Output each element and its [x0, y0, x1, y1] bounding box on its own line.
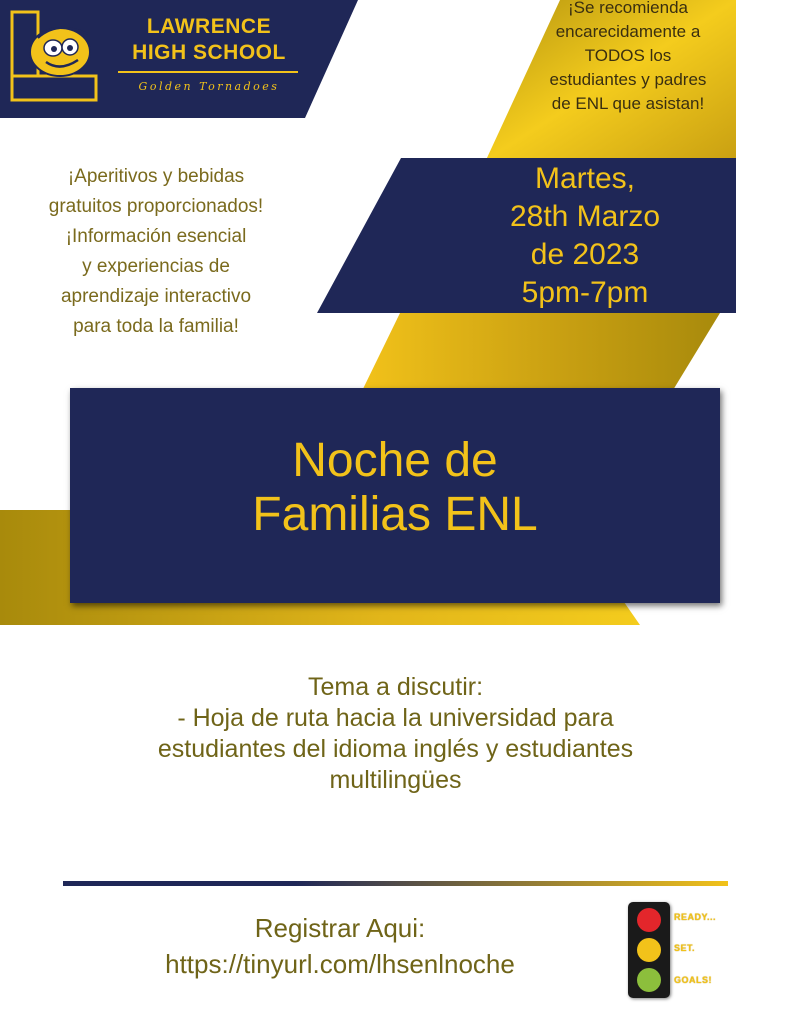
- attendance-recommendation: [520, 0, 736, 116]
- recommendation-line: TODOS los: [584, 46, 672, 65]
- school-name-line2: HIGH SCHOOL: [132, 41, 286, 64]
- perks-line: ¡Aperitivos y bebidas: [67, 166, 245, 187]
- perks-line: para toda la familia!: [73, 316, 239, 337]
- event-time: 5pm-7pm: [521, 276, 649, 309]
- school-logo: [8, 10, 100, 106]
- tornado-mascot-icon: [8, 10, 100, 106]
- yellow-light-icon: [637, 938, 661, 962]
- green-light-icon: [637, 968, 661, 992]
- red-light-icon: [637, 908, 661, 932]
- traffic-label-ready: READY...: [674, 912, 717, 922]
- recommendation-line: ¡Se recomienda: [567, 0, 688, 17]
- traffic-light-icon: [628, 902, 670, 998]
- topic-line: - Hoja de ruta hacia la universidad para: [177, 704, 614, 732]
- recommendation-line: de ENL que asistan!: [551, 94, 705, 113]
- traffic-label-set: SET.: [674, 943, 696, 953]
- section-divider: [63, 881, 728, 886]
- register-label: Registrar Aqui:: [254, 913, 426, 943]
- registration-info: [60, 910, 620, 982]
- recommendation-line: encarecidamente a: [555, 22, 701, 41]
- school-motto: Golden Tornadoes: [138, 80, 280, 93]
- topic-line: estudiantes del idioma inglés y estudiantes: [157, 735, 634, 763]
- perks-line: aprendizaje interactivo: [60, 286, 252, 307]
- school-name-line1: LAWRENCE: [146, 15, 272, 38]
- event-title-line2: Familias ENL: [252, 487, 538, 541]
- recommendation-line: estudiantes y padres: [549, 70, 707, 89]
- event-year: de 2023: [530, 238, 640, 271]
- gold-middle-band: [360, 313, 720, 395]
- topic-line: multilingües: [329, 766, 462, 794]
- event-title-box: [70, 388, 720, 603]
- perks-line: ¡Información esencial: [65, 226, 247, 247]
- event-perks: [0, 162, 312, 342]
- perks-line: y experiencias de: [82, 256, 230, 277]
- event-day: Martes,: [534, 162, 636, 195]
- event-title: [70, 434, 720, 542]
- register-link[interactable]: https://tinyurl.com/lhsenlnoche: [165, 949, 515, 979]
- discussion-topic: [40, 672, 751, 796]
- topic-heading: Tema a discutir:: [307, 673, 484, 701]
- event-date-time: [470, 160, 700, 312]
- event-title-line1: Noche de: [292, 433, 498, 487]
- perks-line: gratuitos proporcionados!: [48, 196, 264, 217]
- school-name-underline: [118, 71, 298, 73]
- traffic-label-goals: GOALS!: [674, 975, 712, 985]
- school-name: [118, 14, 300, 66]
- event-date: 28th Marzo: [509, 200, 661, 233]
